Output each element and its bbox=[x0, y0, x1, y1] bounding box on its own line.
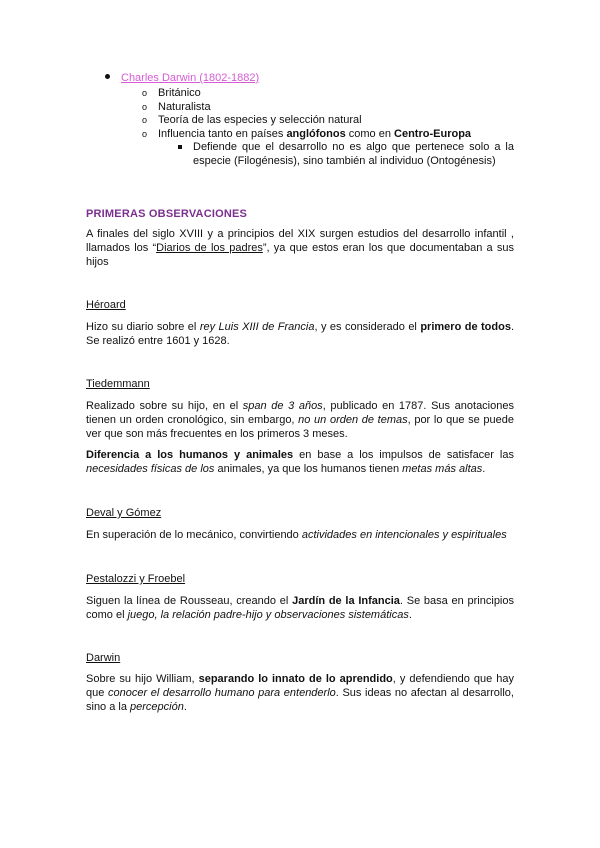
diarios-link: Diarios de los padres bbox=[156, 242, 263, 254]
tiedemann-title: Tiedemmann bbox=[86, 378, 150, 390]
circle-bullet-icon: o bbox=[142, 129, 148, 139]
darwin-title: Darwin bbox=[86, 652, 121, 664]
circle-bullet-icon: o bbox=[142, 115, 148, 125]
sub-item-text: Defiende que el desarrollo no es algo que pertenece solo a la especie (Filogénesis), sino también al individuo (Ontogénesis) bbox=[193, 141, 514, 167]
item-teoria: Teoría de las especies y selección natural bbox=[158, 114, 362, 126]
heroard-title: Héroard bbox=[86, 299, 126, 311]
intro-paragraph: A finales del siglo XVIII y a principios del XIX surgen estudios del desarrollo infantil , llamados los “Diarios de los padres”, ya que estos eran los que documentaban a sus hijos bbox=[86, 228, 514, 268]
circle-bullet-icon: o bbox=[142, 88, 148, 98]
section-heading: PRIMERAS OBSERVACIONES bbox=[86, 208, 248, 220]
square-bullet-icon bbox=[178, 145, 182, 149]
bullet-dot bbox=[105, 74, 110, 79]
deval-paragraph: En superación de lo mecánico, convirtiendo actividades en intencionales y espirituales bbox=[86, 529, 507, 541]
darwin-paragraph: Sobre su hijo William, separando lo innato de lo aprendido, y defendiendo que hay que conocer el desarrollo humano para entenderlo. Sus ideas no afectan al desarrollo, sino a la percepción. bbox=[86, 673, 514, 713]
tiedemann-paragraph-1: Realizado sobre su hijo, en el span de 3 años, publicado en 1787. Sus anotaciones tienen un orden cronológico, sin embargo, no un orden de temas, por lo que se puede ver que son más frecuentes en los primeros 3 meses. bbox=[86, 400, 514, 440]
tiedemann-paragraph-2: Diferencia a los humanos y animales en base a los impulsos de satisfacer las necesidades físicas de los animales, ya que los humanos tienen metas más altas. bbox=[86, 449, 514, 475]
heroard-paragraph: Hizo su diario sobre el rey Luis XIII de Francia, y es considerado el primero de todos. Se realizó entre 1601 y 1628. bbox=[86, 321, 515, 347]
pestalozzi-title: Pestalozzi y Froebel bbox=[86, 573, 186, 585]
charles-darwin-link[interactable]: Charles Darwin (1802-1882) bbox=[121, 72, 260, 84]
item-naturalista: Naturalista bbox=[158, 101, 211, 113]
item-britanico: Británico bbox=[158, 87, 201, 99]
item-influencia: Influencia tanto en países anglófonos como en Centro-Europa bbox=[158, 128, 472, 140]
deval-title: Deval y Gómez bbox=[86, 507, 162, 519]
pestalozzi-paragraph: Siguen la línea de Rousseau, creando el Jardín de la Infancia. Se basa en principios como el juego, la relación padre-hijo y observaciones sistemáticas. bbox=[86, 595, 514, 621]
circle-bullet-icon: o bbox=[142, 102, 148, 112]
